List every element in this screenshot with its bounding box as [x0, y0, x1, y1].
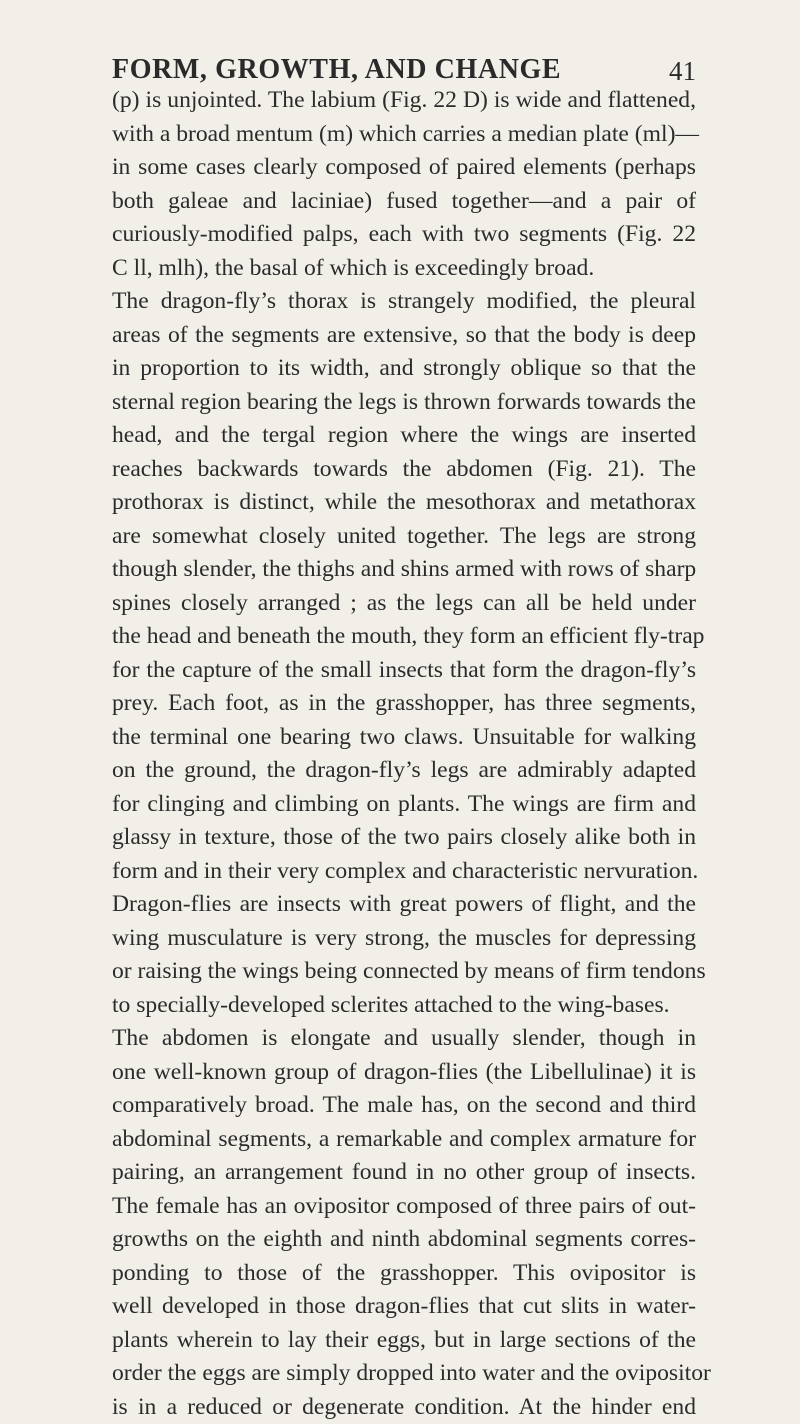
text-line: (p) is unjointed. The labium (Fig. 22 D) is wide and flattened,: [112, 84, 696, 118]
text-line: wing musculature is very strong, the muscles for depressing: [112, 922, 696, 956]
text-line: The abdomen is elongate and usually slender, though in: [112, 1022, 696, 1056]
text-line: for the capture of the small insects that form the dragon-fly’s: [112, 654, 696, 688]
text-line: sternal region bearing the legs is thrown forwards towards the: [112, 386, 696, 420]
text-line: the terminal one bearing two claws. Unsuitable for walking: [112, 721, 696, 755]
text-line: pairing, an arrangement found in no other group of insects.: [112, 1156, 696, 1190]
text-line: comparatively broad. The male has, on the second and third: [112, 1089, 696, 1123]
text-line: both galeae and laciniae) fused together—and a pair of: [112, 185, 696, 219]
text-line: C ll, mlh), the basal of which is exceedingly broad.: [112, 252, 696, 286]
text-line: growths on the eighth and ninth abdominal segments corres-: [112, 1223, 696, 1257]
text-line: one well-known group of dragon-flies (the Libellulinae) it is: [112, 1056, 696, 1090]
text-line: spines closely arranged ; as the legs can all be held under: [112, 587, 696, 621]
text-line: in some cases clearly composed of paired elements (perhaps: [112, 151, 696, 185]
text-line: prey. Each foot, as in the grasshopper, has three segments,: [112, 687, 696, 721]
text-line: on the ground, the dragon-fly’s legs are admirably adapted: [112, 754, 696, 788]
text-line: or raising the wings being connected by means of firm tendons: [112, 955, 696, 989]
text-line: areas of the segments are extensive, so that the body is deep: [112, 319, 696, 353]
text-line: abdominal segments, a remarkable and complex armature for: [112, 1123, 696, 1157]
text-line: ponding to those of the grasshopper. This ovipositor is: [112, 1257, 696, 1291]
text-line: the head and beneath the mouth, they form an efficient fly-trap: [112, 620, 696, 654]
text-line: The dragon-fly’s thorax is strangely modified, the pleural: [112, 285, 696, 319]
text-line: in proportion to its width, and strongly oblique so that the: [112, 352, 696, 386]
text-line: Dragon-flies are insects with great powers of flight, and the: [112, 888, 696, 922]
text-line: though slender, the thighs and shins armed with rows of sharp: [112, 553, 696, 587]
text-line: prothorax is distinct, while the mesothorax and metathorax: [112, 486, 696, 520]
text-line: reaches backwards towards the abdomen (Fig. 21). The: [112, 453, 696, 487]
text-line: plants wherein to lay their eggs, but in large sections of the: [112, 1324, 696, 1358]
text-line: form and in their very complex and characteristic nervuration.: [112, 855, 696, 889]
text-line: head, and the tergal region where the wings are inserted: [112, 419, 696, 453]
text-line: with a broad mentum (m) which carries a median plate (ml)—: [112, 118, 696, 152]
text-line: well developed in those dragon-flies that cut slits in water-: [112, 1290, 696, 1324]
text-line: curiously-modified palps, each with two segments (Fig. 22: [112, 218, 696, 252]
text-line: are somewhat closely united together. The legs are strong: [112, 520, 696, 554]
text-line: glassy in texture, those of the two pairs closely alike both in: [112, 821, 696, 855]
page-number: 41: [669, 56, 696, 87]
text-line: order the eggs are simply dropped into water and the ovipositor: [112, 1357, 696, 1391]
text-line: is in a reduced or degenerate condition. At the hinder end: [112, 1391, 696, 1424]
text-line: for clinging and climbing on plants. The wings are firm and: [112, 788, 696, 822]
text-line: The female has an ovipositor composed of three pairs of out-: [112, 1190, 696, 1224]
body-text: [112, 84, 696, 1424]
text-line: to specially-developed sclerites attached to the wing-bases.: [112, 989, 696, 1023]
running-title: FORM, GROWTH, AND CHANGE: [112, 54, 561, 86]
